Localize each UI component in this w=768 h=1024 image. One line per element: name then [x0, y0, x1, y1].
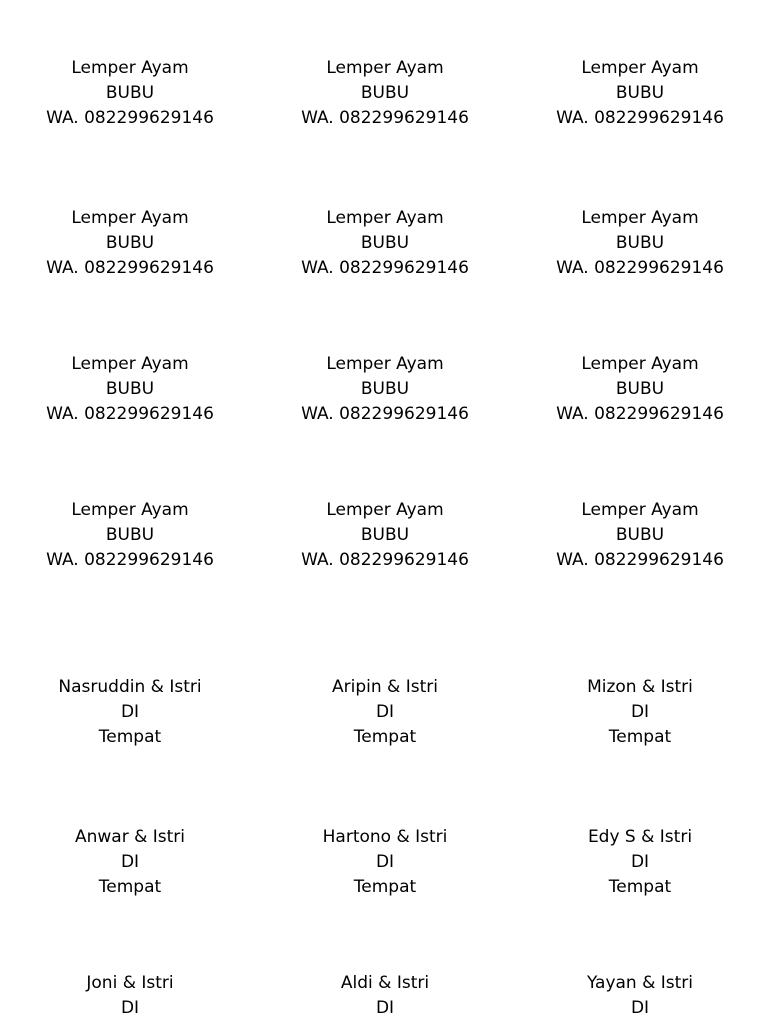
product-name: Lemper Ayam [581, 58, 699, 78]
guest-line2: DI [375, 852, 395, 872]
product-name: Lemper Ayam [326, 58, 444, 78]
guest-line3: Tempat [353, 727, 417, 747]
product-contact: WA. 082299629146 [556, 258, 724, 278]
guest-name: Joni & Istri [86, 973, 174, 993]
product-name: Lemper Ayam [581, 208, 699, 228]
product-label [265, 206, 505, 281]
product-label [265, 56, 505, 131]
product-contact: WA. 082299629146 [556, 108, 724, 128]
product-label [520, 498, 760, 573]
guest-label [10, 675, 250, 750]
guest-line2: DI [120, 702, 140, 722]
guest-name: Nasruddin & Istri [58, 677, 202, 697]
guest-line3: Tempat [608, 877, 672, 897]
product-name: Lemper Ayam [326, 354, 444, 374]
product-name: Lemper Ayam [581, 354, 699, 374]
product-contact: WA. 082299629146 [46, 258, 214, 278]
guest-line3: Tempat [608, 727, 672, 747]
product-brand: BUBU [105, 525, 155, 545]
product-name: Lemper Ayam [326, 208, 444, 228]
product-label [10, 206, 250, 281]
guest-label [265, 675, 505, 750]
product-label [520, 206, 760, 281]
product-name: Lemper Ayam [71, 354, 189, 374]
guest-name: Edy S & Istri [587, 827, 693, 847]
product-contact: WA. 082299629146 [556, 404, 724, 424]
product-name: Lemper Ayam [326, 500, 444, 520]
guest-line3: Tempat [98, 727, 162, 747]
product-contact: WA. 082299629146 [46, 550, 214, 570]
product-name: Lemper Ayam [71, 58, 189, 78]
product-label [10, 498, 250, 573]
product-brand: BUBU [360, 379, 410, 399]
product-contact: WA. 082299629146 [556, 550, 724, 570]
product-label [10, 56, 250, 131]
guest-name: Aripin & Istri [332, 677, 438, 697]
product-contact: WA. 082299629146 [301, 108, 469, 128]
product-brand: BUBU [105, 233, 155, 253]
product-name: Lemper Ayam [71, 500, 189, 520]
product-label [10, 352, 250, 427]
guest-line2: DI [630, 702, 650, 722]
guest-label [520, 675, 760, 750]
product-brand: BUBU [105, 83, 155, 103]
product-label [520, 56, 760, 131]
guest-label [10, 825, 250, 900]
guest-label [265, 825, 505, 900]
product-name: Lemper Ayam [581, 500, 699, 520]
guest-name: Anwar & Istri [74, 827, 186, 847]
product-brand: BUBU [615, 379, 665, 399]
product-contact: WA. 082299629146 [46, 404, 214, 424]
product-brand: BUBU [615, 233, 665, 253]
product-brand: BUBU [360, 525, 410, 545]
guest-name: Hartono & Istri [322, 827, 448, 847]
product-contact: WA. 082299629146 [301, 404, 469, 424]
guest-name: Mizon & Istri [587, 677, 693, 697]
guest-name: Aldi & Istri [340, 973, 430, 993]
product-name: Lemper Ayam [71, 208, 189, 228]
product-contact: WA. 082299629146 [46, 108, 214, 128]
product-label [265, 498, 505, 573]
guest-line2: DI [120, 852, 140, 872]
product-label [265, 352, 505, 427]
guest-label [265, 971, 505, 1021]
product-label [520, 352, 760, 427]
guest-label [10, 971, 250, 1021]
guest-line3: Tempat [353, 877, 417, 897]
guest-line2: DI [630, 852, 650, 872]
guest-line2: DI [630, 998, 650, 1018]
product-contact: WA. 082299629146 [301, 258, 469, 278]
product-brand: BUBU [615, 525, 665, 545]
guest-line2: DI [375, 702, 395, 722]
guest-name: Yayan & Istri [586, 973, 694, 993]
guest-label [520, 971, 760, 1021]
product-brand: BUBU [105, 379, 155, 399]
product-brand: BUBU [360, 83, 410, 103]
product-brand: BUBU [360, 233, 410, 253]
guest-line2: DI [375, 998, 395, 1018]
product-contact: WA. 082299629146 [301, 550, 469, 570]
guest-line3: Tempat [98, 877, 162, 897]
guest-label [520, 825, 760, 900]
guest-line2: DI [120, 998, 140, 1018]
product-brand: BUBU [615, 83, 665, 103]
